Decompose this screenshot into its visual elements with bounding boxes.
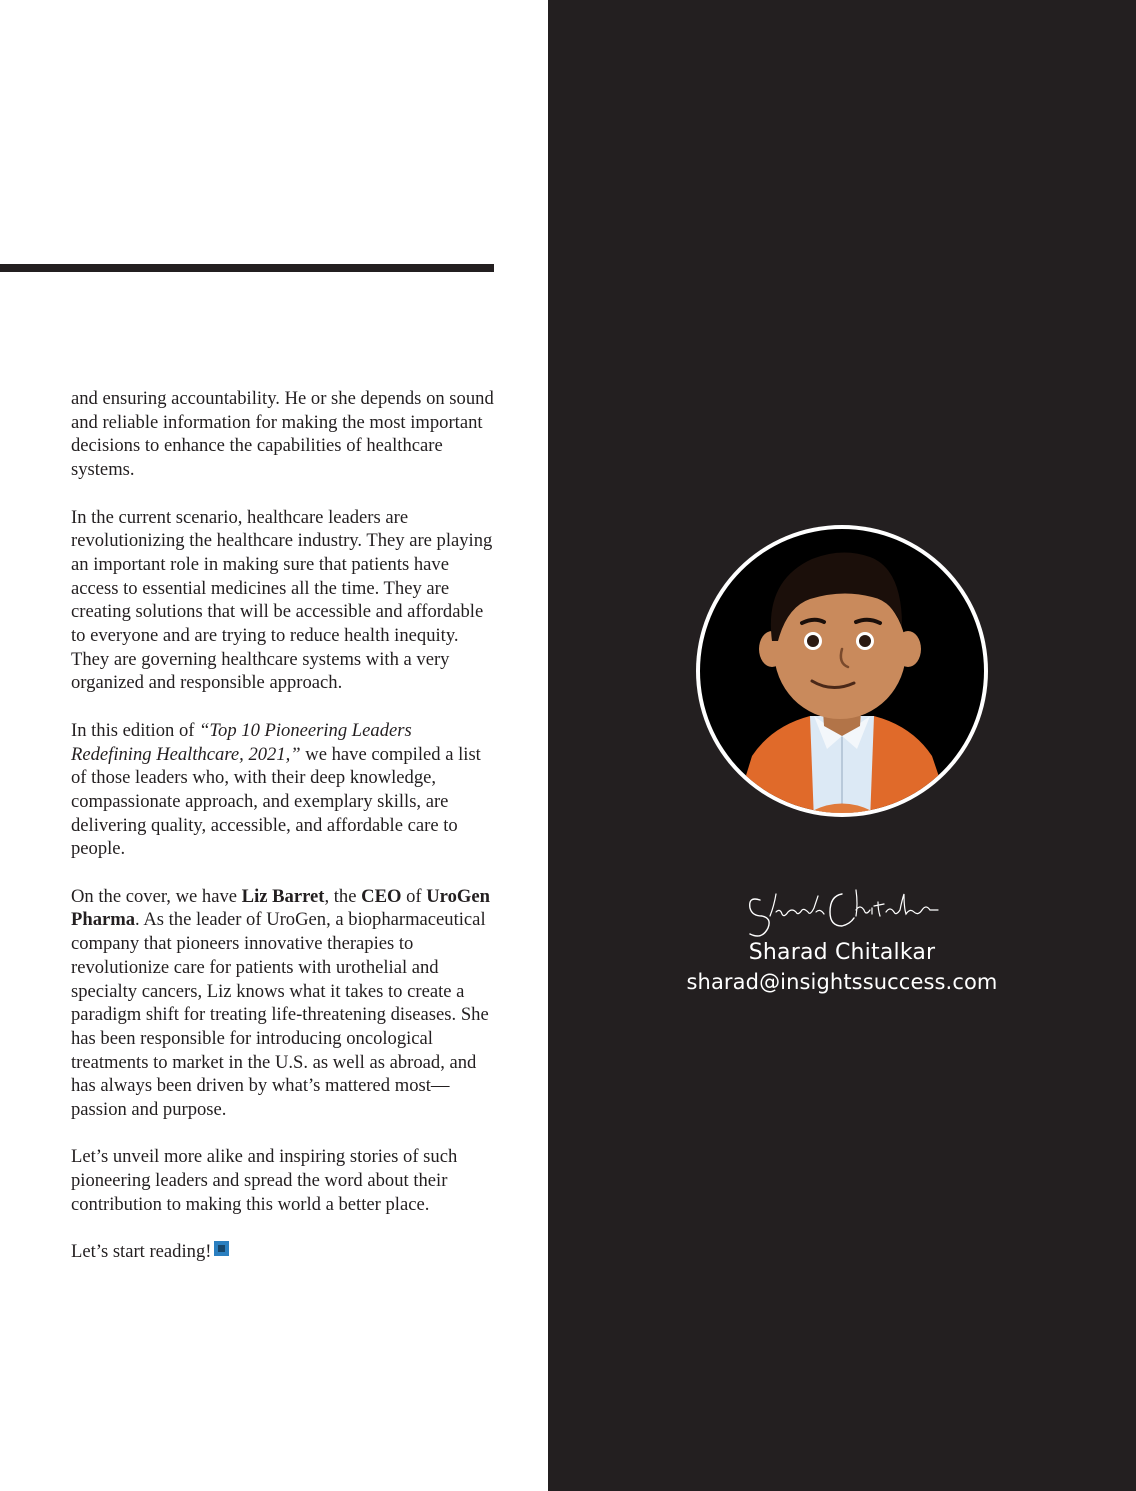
- end-mark-icon: [214, 1241, 229, 1256]
- paragraph-2: In the current scenario, healthcare leaders are revolutionizing the healthcare industry. They are playing an important role in making sure that patients have access to essential medicines all the time. They are creating solutions that will be accessible and affordable to everyone and are trying to reduce health inequity. They are governing healthcare systems with a very organized and responsible approach.: [71, 506, 493, 694]
- article-body: [71, 387, 496, 1288]
- editor-signature: [738, 882, 946, 944]
- paragraph-4: [71, 885, 496, 1122]
- paragraph-4-text-d: . As the leader of UroGen, a biopharmaceutical company that pioneers innovative therapies to revolutionize care for patients with urothelial and specialty cancers, Liz knows what it takes to create a paradigm shift for treating life-threatening diseases. She has been responsible for introducing oncological treatments to market in the U.S. as well as abroad, and has always been driven by what’s mattered most—passion and purpose.: [71, 909, 489, 1121]
- paragraph-3-lead: In this edition of: [71, 719, 200, 741]
- closing-line: Let’s start reading!: [71, 1241, 212, 1263]
- paragraph-3: [71, 719, 496, 861]
- paragraph-4-text-a: On the cover, we have: [71, 885, 242, 907]
- editor-panel: [548, 0, 1136, 1491]
- cover-person-role: CEO: [361, 885, 402, 907]
- section-divider: [0, 264, 494, 272]
- paragraph-6: [71, 1240, 496, 1264]
- paragraph-4-text-c: of: [401, 885, 427, 907]
- editor-name: Sharad Chitalkar: [748, 940, 936, 965]
- cover-person-name: Liz Barret: [241, 885, 325, 907]
- paragraph-4-text-b: , the: [324, 885, 362, 907]
- editor-avatar: [692, 521, 992, 821]
- editor-email[interactable]: sharad@insightssuccess.com: [686, 970, 998, 994]
- cover-company-name: UroGen Pharma: [71, 885, 490, 931]
- paragraph-3-rest: we have compiled a list of those leaders who, with their deep knowledge, compassionate approach, and exemplary skills, are delivering quality, accessible, and affordable care to people.: [71, 743, 481, 860]
- edition-title: “Top 10 Pioneering Leaders Redefining Healthcare, 2021,”: [71, 719, 412, 765]
- article-column: [0, 0, 548, 1491]
- paragraph-1: and ensuring accountability. He or she depends on sound and reliable information for making the most important decisions to enhance the capabilities of healthcare systems.: [71, 388, 494, 481]
- paragraph-5: Let’s unveil more alike and inspiring stories of such pioneering leaders and spread the word about their contribution to making this world a better place.: [71, 1146, 458, 1215]
